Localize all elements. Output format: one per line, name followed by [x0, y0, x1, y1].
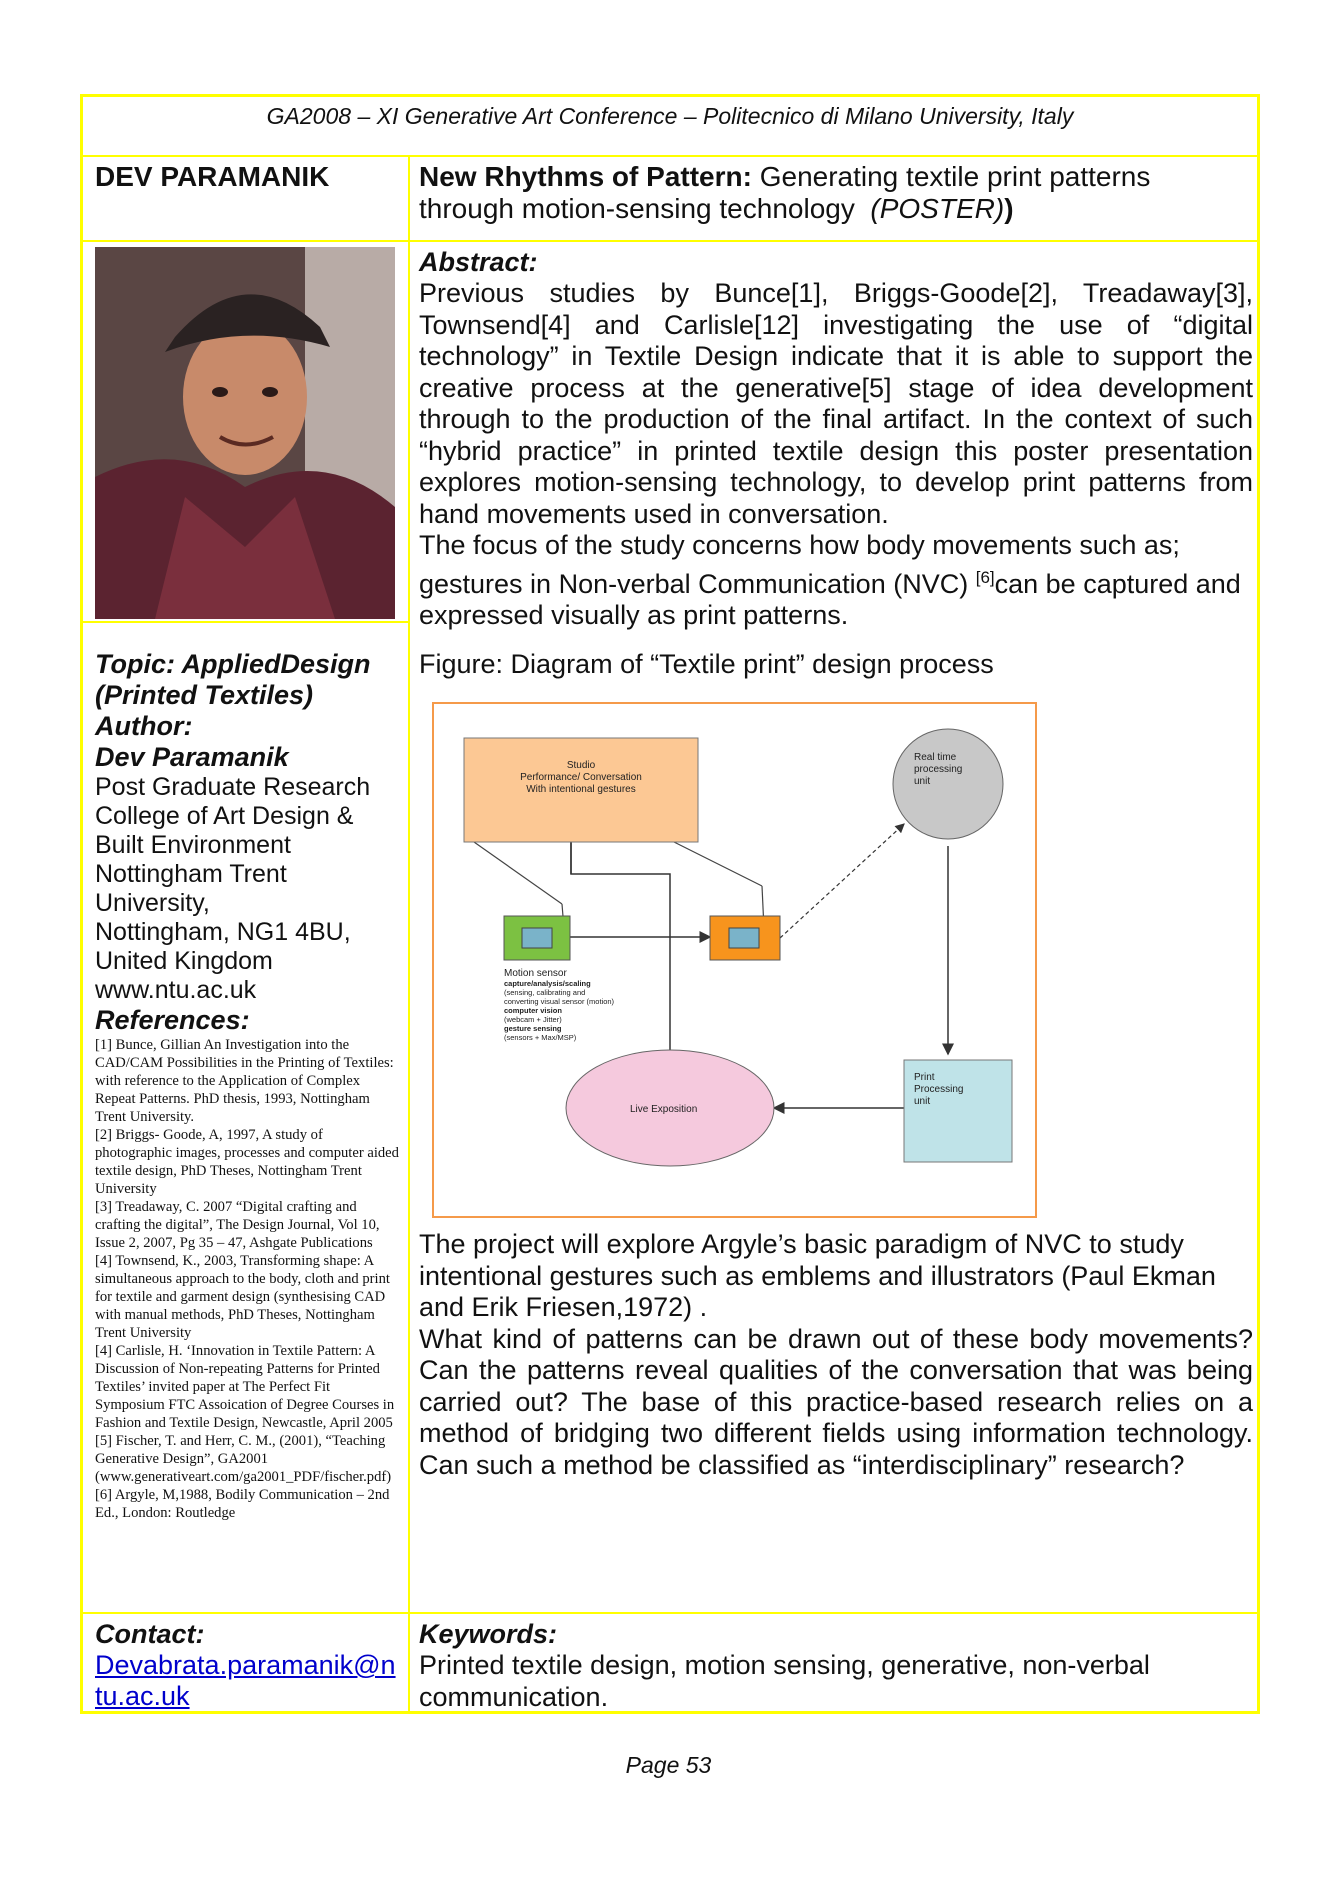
- motion-sensor-title: Motion sensor: [504, 968, 567, 979]
- diagram-canvas: [434, 704, 1035, 1216]
- motion-sensor-line: (sensing, calibrating and: [504, 988, 586, 997]
- abstract-heading: Abstract:: [419, 247, 538, 277]
- email-line: Devabrata.paramanik@n: [95, 1650, 396, 1680]
- motion-sensor-line: (webcam + Jitter): [504, 1015, 562, 1024]
- contact-section: [95, 1619, 400, 1712]
- reference-item: [4] Townsend, K., 2003, Transforming shape: A simultaneous approach to the body, cloth and print for textile and garment design (synthesising CAD with manual methods, PhD Theses, Nottingham Trent University: [95, 1253, 390, 1341]
- title-bold: New Rhythms of Pattern:: [419, 161, 752, 192]
- divider: [83, 155, 1257, 157]
- conference-header: GA2008 – XI Generative Art Conference – Politecnico di Milano University, Italy: [266, 103, 1074, 129]
- print-label: unit: [914, 1096, 931, 1107]
- realtime-label: processing: [914, 764, 963, 775]
- camera-icon: [729, 928, 759, 948]
- column-divider: [408, 157, 410, 1712]
- page-number: Page 53: [625, 1752, 712, 1778]
- paper-title: [419, 161, 1249, 225]
- realtime-label: Real time: [914, 752, 957, 763]
- portrait-image: [95, 247, 395, 619]
- realtime-label: unit: [914, 776, 931, 787]
- motion-sensor-line: computer vision: [504, 1006, 562, 1015]
- title-rest: Generating textile print patterns through motion-sensing technology: [419, 161, 1151, 224]
- affiliation-line: Nottingham Trent: [95, 860, 287, 888]
- realtime-unit-circle: [893, 729, 1003, 839]
- contact-label: Contact:: [95, 1619, 205, 1649]
- reference-item: [2] Briggs- Goode, A, 1997, A study of photographic images, processes and computer aided textile design, PhD Theses, Nottingham Trent University: [95, 1127, 399, 1197]
- motion-sensor-line: converting visual sensor (motion): [504, 997, 615, 1006]
- reference-item: [4] Carlisle, H. ‘Innovation in Textile Pattern: A Discussion of Non-repeating Patterns for Printed Textiles’ invited paper at The Perfect Fit Symposium FTC Assoication of Degree Courses in Fashion and Textile Design, Newcastle, April 2005: [95, 1343, 395, 1431]
- abstract-para3: The project will explore Argyle’s basic paradigm of NVC to study intentional gestures such as emblems and illustrators (Paul Ekman and Erik Friesen,1972) .: [419, 1229, 1216, 1322]
- title-poster: (POSTER): [870, 193, 1005, 224]
- motion-sensor-line: gesture sensing: [504, 1024, 562, 1033]
- affiliation-line: Built Environment: [95, 831, 291, 859]
- sidebar: [95, 649, 400, 1522]
- reference-item: [1] Bunce, Gillian An Investigation into the CAD/CAM Possibilities in the Printing of Textiles: with reference to the Application of Complex Repeat Patterns. PhD thesis, 1993, Nottingham Trent University.: [95, 1037, 394, 1125]
- abstract-section: [419, 247, 1253, 632]
- author-name: Dev Paramanik: [95, 742, 289, 772]
- live-exposition-label: Live Exposition: [630, 1104, 698, 1115]
- reference-item: [6] Argyle, M,1988, Bodily Communication – 2nd Ed., London: Routledge: [95, 1487, 390, 1521]
- para2-text-end: can be captured and expressed visually as print patterns.: [419, 568, 1241, 630]
- para2-citation: [6]: [975, 567, 995, 587]
- studio-label: Studio: [566, 760, 596, 771]
- motion-sensor-line: (sensors + Max/MSP): [504, 1033, 577, 1042]
- abstract-continued: [419, 1229, 1253, 1481]
- photo-divider: [83, 621, 408, 623]
- studio-label: Performance/ Conversation: [520, 772, 642, 783]
- divider: [83, 1612, 1257, 1614]
- keywords-label: Keywords:: [419, 1619, 558, 1649]
- contact-email-link[interactable]: [95, 1650, 396, 1711]
- motion-sensor-line: capture/analysis/scaling: [504, 979, 591, 988]
- figure-caption: Figure: Diagram of “Textile print” design process: [419, 649, 994, 679]
- affiliation-line: Nottingham, NG1 4BU,: [95, 918, 351, 946]
- camera-icon: [522, 928, 552, 948]
- affiliation-line: United Kingdom: [95, 947, 273, 975]
- author-heading: DEV PARAMANIK: [95, 161, 330, 192]
- keywords-text: Printed textile design, motion sensing, generative, non-verbal communication.: [419, 1650, 1150, 1712]
- print-label: Processing: [914, 1084, 964, 1095]
- author-photo: [95, 247, 395, 619]
- title-close: ): [1004, 193, 1014, 224]
- email-line: tu.ac.uk: [95, 1681, 190, 1711]
- reference-item: [3] Treadaway, C. 2007 “Digital crafting and crafting the digital”, The Design Journal, Vol 10, Issue 2, 2007, Pg 35 – 47, Ashgate Publications: [95, 1199, 380, 1251]
- studio-label: With intentional gestures: [526, 784, 636, 795]
- affiliation-line: www.ntu.ac.uk: [95, 976, 257, 1004]
- topic-heading: Topic: AppliedDesign (Printed Textiles): [95, 649, 371, 710]
- affiliation-line: College of Art Design &: [95, 802, 354, 830]
- reference-item: [5] Fischer, T. and Herr, C. M., (2001), “Teaching Generative Design”, GA2001 (www.generativeart.com/ga2001_PDF/fischer.pdf): [95, 1433, 392, 1485]
- print-label: Print: [914, 1072, 935, 1083]
- affiliation-line: University,: [95, 889, 210, 917]
- process-diagram: [432, 702, 1037, 1218]
- author-label: Author:: [95, 711, 193, 741]
- affiliation-line: Post Graduate Research: [95, 773, 371, 801]
- keywords-section: [419, 1619, 1253, 1713]
- references-label: References:: [95, 1005, 250, 1035]
- abstract-para2: [419, 530, 1253, 632]
- para2-text: The focus of the study concerns how body movements such as; gestures in Non-verbal Communication (NVC): [419, 530, 1180, 599]
- abstract-para1: Previous studies by Bunce[1], Briggs-Goode[2], Treadaway[3], Townsend[4] and Carlisle[12] investigating the use of “digital technology” in Textile Design indicate that it is able to support the creative process at the generative[5] stage of idea development through to the production of the final artifact. In the context of such “hybrid practice” in printed textile design this poster presentation explores motion-sensing technology, to develop print patterns from hand movements used in conversation.: [419, 278, 1253, 529]
- divider: [83, 240, 1257, 242]
- abstract-para4: What kind of patterns can be drawn out of these body movements? Can the patterns reveal qualities of the conversation that was being carried out? The base of this practice-based research relies on a method of bridging two different fields using information technology. Can such a method be classified as “interdisciplinary” research?: [419, 1323, 1253, 1480]
